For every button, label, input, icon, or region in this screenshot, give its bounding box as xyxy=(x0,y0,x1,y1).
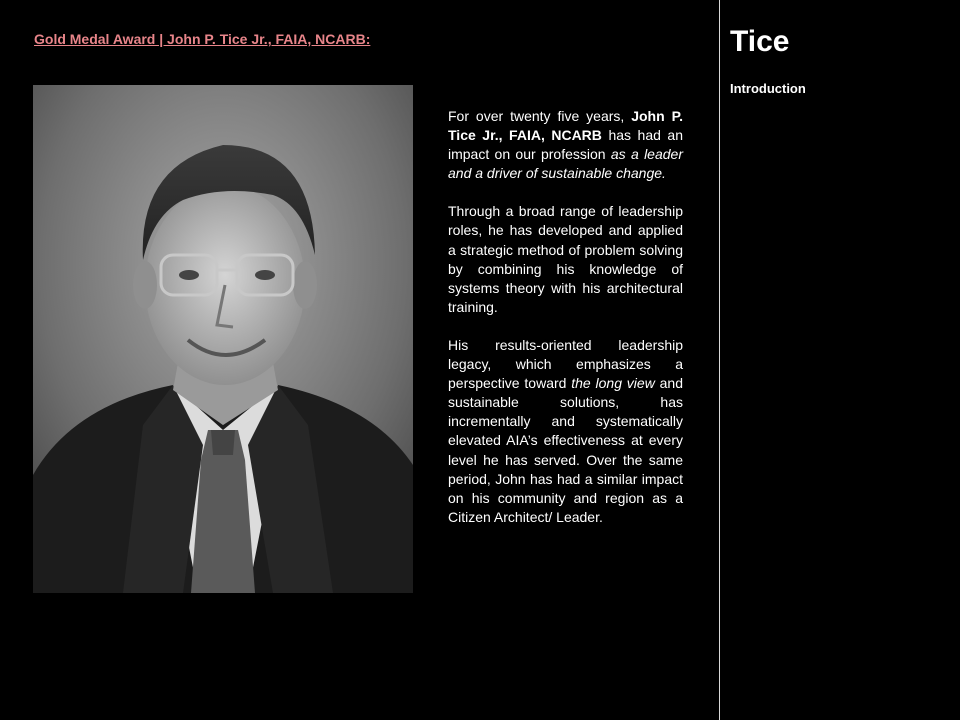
bio-p1-name: John P. Tice Jr., FAIA, NCARB xyxy=(448,108,683,144)
bio-p3-rest: and sustainable solutions, has incrementally and systematically elevated AIA’s effectiveness at every level he has served. Over the same period, John has had a similar impact on his community and region as a Citizen Architect/ Leader. xyxy=(448,375,684,525)
bio-p1-intro: For over twenty five years, xyxy=(448,108,632,124)
bio-paragraph-3 xyxy=(448,336,683,527)
bio-paragraph-1 xyxy=(448,107,683,183)
sidebar-title: Tice xyxy=(730,25,790,58)
gold-medal-award-link[interactable]: Gold Medal Award | John P. Tice Jr., FAIA, NCARB: xyxy=(34,31,371,47)
bio-p1-mid: has had an impact on our profession xyxy=(448,127,684,163)
bio-p1-emphasis: as a leader and a driver of sustainable change. xyxy=(448,146,683,182)
sidebar-divider xyxy=(719,0,720,720)
bio-p3-intro: His results-oriented leadership legacy, which emphasizes a perspective toward xyxy=(448,336,683,392)
bio-p3-emphasis: the long view xyxy=(571,375,655,392)
bio-paragraph-2: Through a broad range of leadership roles, he has developed and applied a strategic method of problem solving by combining his knowledge of systems theory with his architectural training. xyxy=(448,203,683,315)
biography-text xyxy=(448,107,683,546)
portrait-photo xyxy=(33,85,413,593)
sidebar-subtitle: Introduction xyxy=(730,81,806,96)
